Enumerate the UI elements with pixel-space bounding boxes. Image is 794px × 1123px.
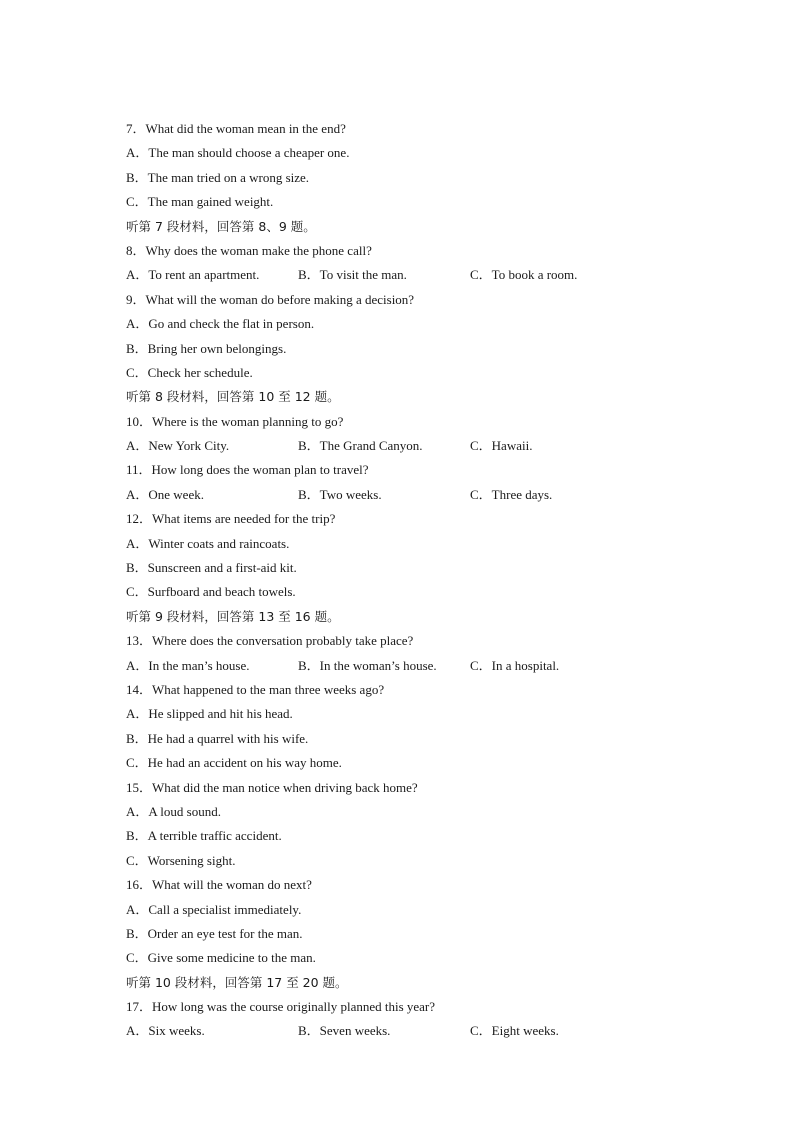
section-heading-10: 听第 10 段材料，回答第 17 至 20 题。	[126, 974, 348, 990]
options-row-10	[126, 434, 726, 458]
section-heading-7: 听第 7 段材料，回答第 8、9 题。	[126, 218, 316, 234]
option-11b: B．Two weeks.	[298, 486, 382, 502]
options-row-8	[126, 263, 726, 287]
option-12c: C．Surfboard and beach towels.	[126, 584, 296, 600]
question-16: 16．What will the woman do next?	[126, 877, 312, 893]
option-14b: B．He had a quarrel with his wife.	[126, 730, 309, 746]
option-12b: B．Sunscreen and a first-aid kit.	[126, 560, 297, 576]
question-11: 11．How long does the woman plan to travel?	[126, 462, 369, 478]
option-13c: C．In a hospital.	[470, 657, 560, 673]
option-11c: C．Three days.	[470, 486, 553, 502]
option-10c: C．Hawaii.	[470, 438, 533, 454]
option-7b: B．The man tried on a wrong size.	[126, 169, 310, 185]
option-17a: A．Six weeks.	[126, 1023, 205, 1039]
option-13b: B．In the woman’s house.	[298, 657, 437, 673]
question-9: 9．What will the woman do before making a decision?	[126, 291, 415, 307]
question-12: 12．What items are needed for the trip?	[126, 511, 336, 527]
option-8a: A．To rent an apartment.	[126, 267, 260, 283]
option-11a: A．One week.	[126, 486, 204, 502]
option-16b: B．Order an eye test for the man.	[126, 925, 303, 941]
option-17b: B．Seven weeks.	[298, 1023, 391, 1039]
question-17: 17．How long was the course originally planned this year?	[126, 999, 436, 1015]
section-heading-8: 听第 8 段材料，回答第 10 至 12 题。	[126, 389, 340, 405]
option-17c: C．Eight weeks.	[470, 1023, 559, 1039]
option-7a: A．The man should choose a cheaper one.	[126, 145, 350, 161]
option-9c: C．Check her schedule.	[126, 364, 253, 380]
question-14: 14．What happened to the man three weeks ago?	[126, 681, 385, 697]
option-10a: A．New York City.	[126, 438, 230, 454]
question-8: 8．Why does the woman make the phone call?	[126, 242, 372, 258]
option-7c: C．The man gained weight.	[126, 194, 274, 210]
section-heading-9: 听第 9 段材料，回答第 13 至 16 题。	[126, 608, 340, 624]
option-16c: C．Give some medicine to the man.	[126, 950, 316, 966]
option-14c: C．He had an accident on his way home.	[126, 755, 342, 771]
option-8b: B．To visit the man.	[298, 267, 407, 283]
question-7: 7．What did the woman mean in the end?	[126, 121, 346, 136]
question-list	[126, 117, 726, 1044]
option-9b: B．Bring her own belongings.	[126, 340, 287, 356]
options-row-13	[126, 654, 726, 678]
option-13a: A．In the man’s house.	[126, 657, 250, 673]
question-15: 15．What did the man notice when driving back home?	[126, 779, 418, 795]
option-15c: C．Worsening sight.	[126, 852, 236, 868]
question-10: 10．Where is the woman planning to go?	[126, 413, 344, 429]
option-12a: A．Winter coats and raincoats.	[126, 535, 290, 551]
option-8c: C．To book a room.	[470, 267, 578, 283]
option-14a: A．He slipped and hit his head.	[126, 706, 293, 722]
question-13: 13．Where does the conversation probably take place?	[126, 633, 414, 649]
option-10b: B．The Grand Canyon.	[298, 438, 423, 454]
option-15a: A．A loud sound.	[126, 803, 221, 819]
options-row-11	[126, 483, 726, 507]
option-16a: A．Call a specialist immediately.	[126, 901, 302, 917]
options-row-17	[126, 1019, 726, 1043]
option-9a: A．Go and check the flat in person.	[126, 316, 315, 332]
option-15b: B．A terrible traffic accident.	[126, 828, 282, 844]
